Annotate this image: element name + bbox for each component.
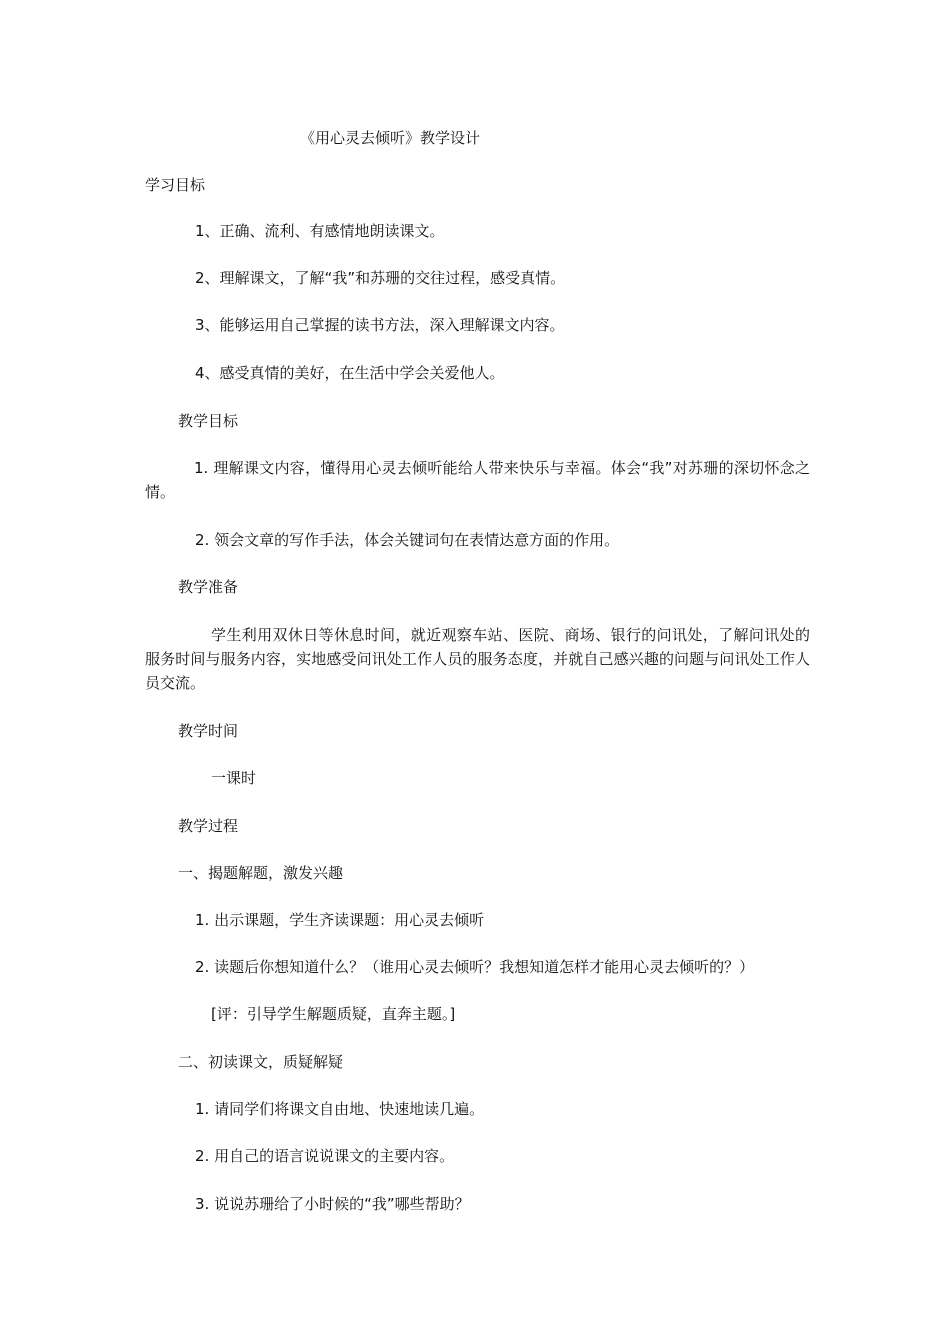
time-value: 一课时	[211, 769, 257, 787]
section-heading-process: 教学过程	[178, 817, 239, 835]
step-item: 2. 读题后你想知道什么？（谁用心灵去倾听？我想知道怎样才能用心灵去倾听的？）	[195, 958, 755, 976]
section-heading-time: 教学时间	[178, 722, 239, 740]
study-goal-item: 3、能够运用自己掌握的读书方法，深入理解课文内容。	[195, 316, 565, 334]
study-goal-item: 1、正确、流利、有感情地朗读课文。	[195, 222, 445, 240]
teaching-goal-item: 1. 理解课文内容，懂得用心灵去倾听能给人带来快乐与幸福。体会“我”对苏珊的深切怀念之情。	[145, 459, 810, 501]
section-heading-teaching-goals: 教学目标	[178, 412, 239, 430]
step-item: 2. 用自己的语言说说课文的主要内容。	[195, 1147, 455, 1165]
preparation-paragraph: 学生利用双休日等休息时间，就近观察车站、医院、商场、银行的问讯处，了解问讯处的服务时间与服务内容，实地感受问讯处工作人员的服务态度，并就自己感兴趣的问题与问讯处工作人员交流。	[145, 626, 810, 692]
study-goal-item: 4、感受真情的美好，在生活中学会关爱他人。	[195, 364, 505, 382]
step-heading: 一、揭题解题，激发兴趣	[178, 864, 344, 882]
step-heading: 二、初读课文，质疑解疑	[178, 1053, 344, 1071]
teaching-goal-item: 2. 领会文章的写作手法，体会关键词句在表情达意方面的作用。	[195, 531, 620, 549]
study-goal-item: 2、理解课文，了解“我”和苏珊的交往过程，感受真情。	[195, 269, 566, 287]
step-comment: [评：引导学生解题质疑，直奔主题。]	[211, 1005, 456, 1023]
step-item: 3. 说说苏珊给了小时候的“我”哪些帮助？	[195, 1195, 470, 1213]
section-heading-study-goals: 学习目标	[145, 176, 206, 194]
section-heading-preparation: 教学准备	[178, 578, 239, 596]
step-item: 1. 出示课题，学生齐读课题：用心灵去倾听	[195, 911, 485, 929]
step-item: 1. 请同学们将课文自由地、快速地读几遍。	[195, 1100, 485, 1118]
document-title: 《用心灵去倾听》教学设计	[300, 129, 481, 147]
